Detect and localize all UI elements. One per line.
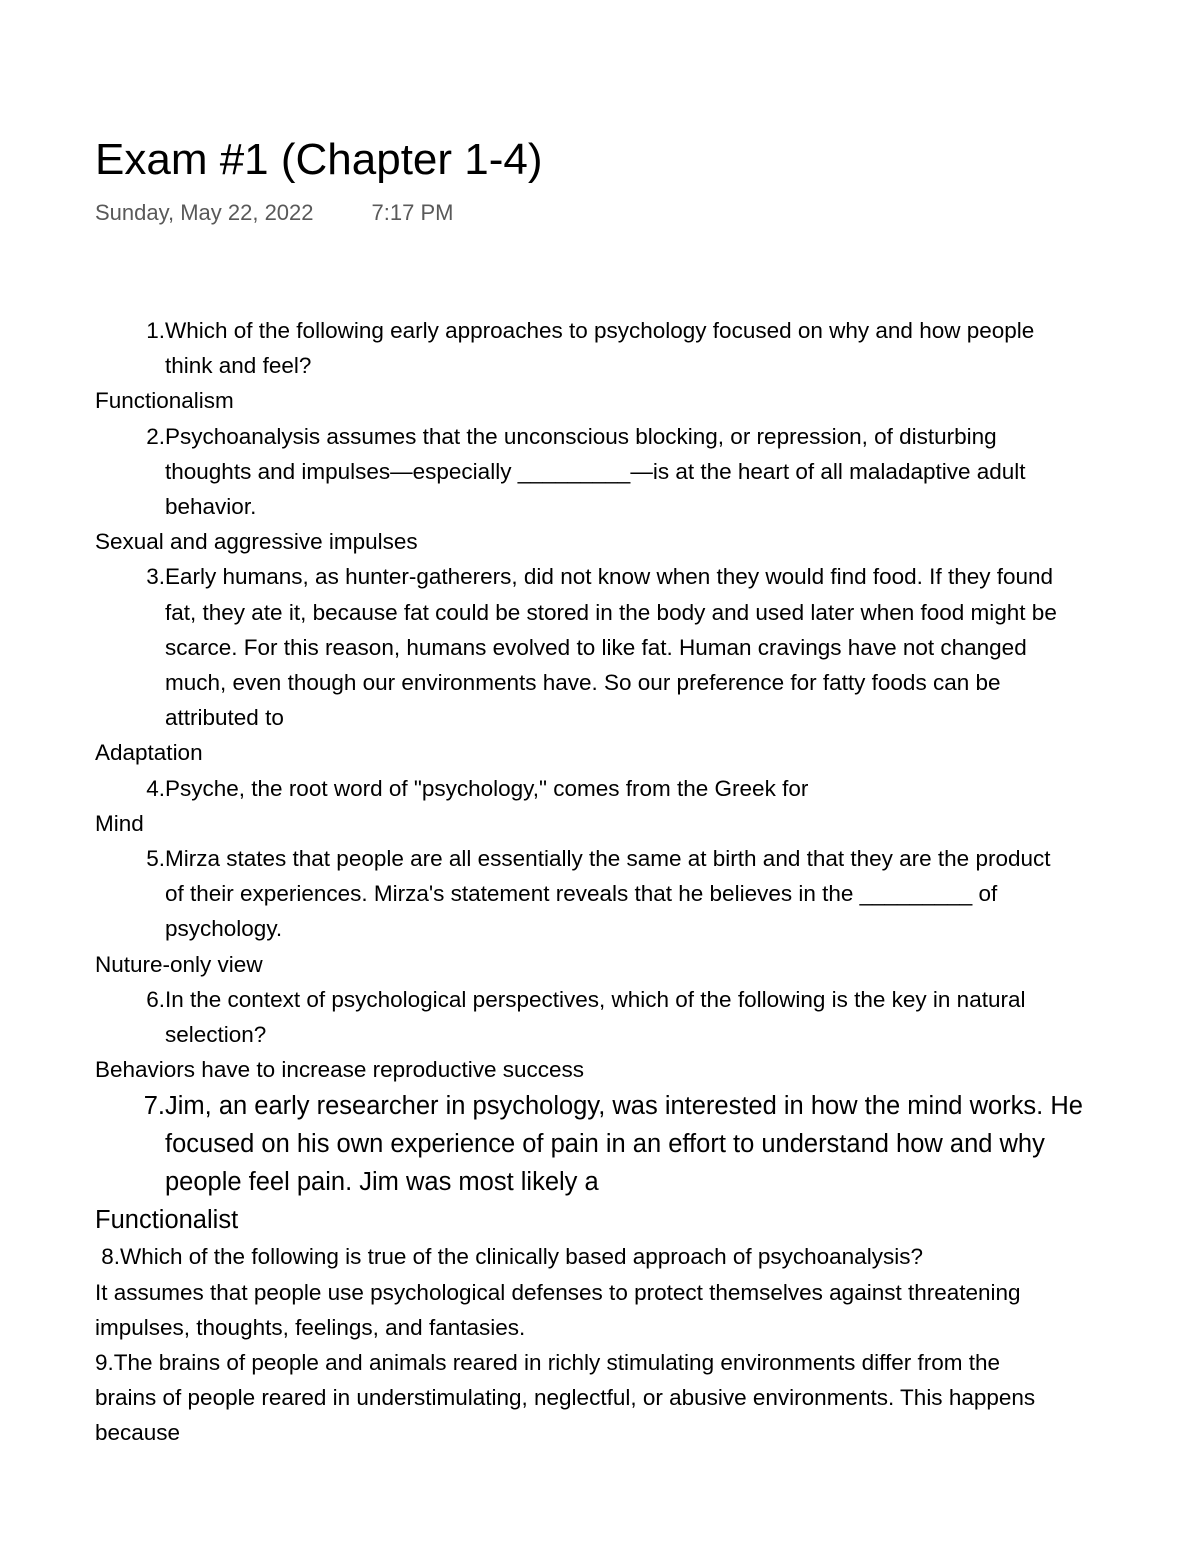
page-title: Exam #1 (Chapter 1-4)	[95, 135, 543, 184]
question-1	[95, 313, 1200, 383]
question-4	[95, 771, 1200, 806]
page-time: 7:17 PM	[371, 200, 454, 225]
answer-6: Behaviors have to increase reproductive success	[95, 1057, 585, 1083]
question-text-line: people feel pain. Jim was most likely a	[165, 1168, 599, 1197]
question-text-line: Jim, an early researcher in psychology, was interested in how the mind works. He	[165, 1092, 1083, 1121]
question-number: 4.	[146, 775, 165, 801]
question-text-line: focused on his own experience of pain in an effort to understand how and why	[165, 1130, 1045, 1159]
question-8	[95, 1239, 1200, 1345]
question-text-line: Early humans, as hunter-gatherers, did not know when they would find food. If they found	[165, 564, 1054, 590]
question-text-line: brains of people reared in understimulating, neglectful, or abusive environments. This happens	[95, 1385, 1036, 1411]
answer-5: Nuture-only view	[95, 951, 263, 977]
answer-8-line: impulses, thoughts, feelings, and fantasies.	[95, 1314, 526, 1340]
page-content	[95, 313, 1200, 1440]
question-text-line: thoughts and impulses—especially _________—is at the heart of all maladaptive adult	[165, 458, 1026, 484]
question-text-line: psychology.	[165, 916, 283, 942]
question-text-line: In the context of psychological perspectives, which of the following is the key in natural	[165, 986, 1026, 1012]
question-number: 7.	[143, 1092, 165, 1121]
question-3	[95, 559, 1200, 735]
question-text-line: Which of the following early approaches to psychology focused on why and how people	[165, 318, 1035, 343]
answer-3: Adaptation	[95, 740, 203, 766]
question-number: 5.	[146, 846, 165, 872]
question-text-line: think and feel?	[165, 353, 312, 379]
question-text-line: Psyche, the root word of "psychology," comes from the Greek for	[165, 775, 809, 801]
question-number: 6.	[146, 986, 165, 1012]
question-text-line: 8.Which of the following is true of the clinically based approach of psychoanalysis?	[95, 1244, 923, 1270]
question-text-line: 9.The brains of people and animals reared in richly stimulating environments differ from the	[95, 1350, 1001, 1376]
answer-7: Functionalist	[95, 1206, 239, 1235]
question-text-line: much, even though our environments have. So our preference for fatty foods can be	[165, 670, 1001, 696]
question-7	[95, 1087, 1200, 1201]
page-date: Sunday, May 22, 2022	[95, 200, 314, 225]
page-meta	[95, 198, 453, 228]
question-text-line: selection?	[165, 1022, 267, 1048]
question-6	[95, 982, 1200, 1052]
answer-1: Functionalism	[95, 388, 234, 414]
question-text-line: Psychoanalysis assumes that the unconscious blocking, or repression, of disturbing	[165, 423, 997, 449]
question-text-line: attributed to	[165, 705, 284, 731]
question-number: 1.	[146, 318, 165, 343]
question-number: 2.	[146, 423, 165, 449]
answer-2: Sexual and aggressive impulses	[95, 529, 418, 555]
question-text-line: scarce. For this reason, humans evolved to like fat. Human cravings have not changed	[165, 634, 1027, 660]
question-5	[95, 841, 1200, 947]
question-2	[95, 419, 1200, 525]
question-text-line: Mirza states that people are all essentially the same at birth and that they are the product	[165, 846, 1051, 872]
question-text-line: fat, they ate it, because fat could be stored in the body and used later when food might be	[165, 599, 1057, 625]
question-text-line: of their experiences. Mirza's statement reveals that he believes in the _________ of	[165, 881, 998, 907]
question-text-line: because	[95, 1420, 181, 1440]
question-text-line: behavior.	[165, 494, 257, 520]
answer-8-line: It assumes that people use psychological defenses to protect themselves against threatening	[95, 1279, 1021, 1305]
answer-4: Mind	[95, 810, 144, 836]
question-9	[95, 1345, 1200, 1440]
question-number: 3.	[146, 564, 165, 590]
